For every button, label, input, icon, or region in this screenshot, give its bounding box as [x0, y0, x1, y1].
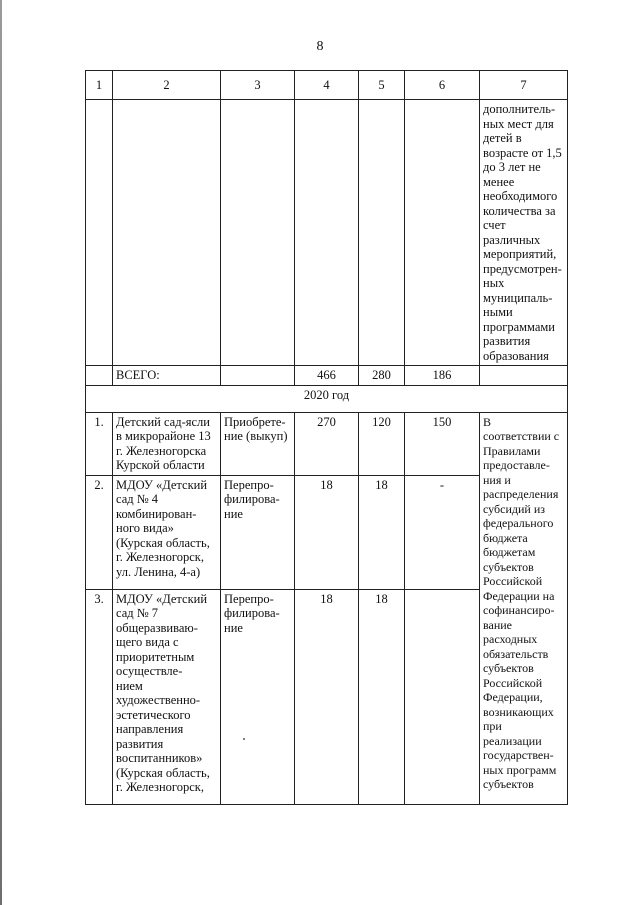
text-line: развития [116, 736, 164, 751]
text-line: счет [483, 218, 506, 232]
col-5-value: 18 [359, 589, 405, 804]
total-col-5: 280 [359, 366, 405, 386]
cell [86, 366, 113, 386]
text-line: ние (выкуп) [224, 429, 288, 443]
text-line: государствен- [483, 748, 554, 762]
text-line: предусмотрен- [483, 261, 562, 276]
header-col-2: 2 [113, 71, 221, 100]
text-line: различных [483, 232, 541, 247]
text-line: Приобрете- [224, 414, 286, 429]
text-line: ными [483, 305, 513, 319]
text-line: возрасте от 1,5 [483, 145, 562, 160]
text-line: МДОУ «Детский [116, 477, 208, 492]
text-line: обязательств [483, 646, 549, 661]
cell [480, 366, 568, 386]
text-line: мероприятий, [483, 247, 557, 261]
text-line: МДОУ «Детский [116, 591, 208, 606]
scan-edge [0, 0, 2, 905]
object-name [113, 589, 221, 804]
table-row [86, 412, 568, 475]
text-line: Российской [483, 675, 543, 690]
total-row [86, 366, 568, 386]
text-line: ных [483, 276, 505, 290]
text-line: Федерации на [483, 588, 555, 603]
text-line: субъектов [483, 777, 534, 791]
text-line: эстетического [116, 707, 191, 722]
text-line: филирова- [224, 606, 280, 620]
text-line: филирова- [224, 492, 280, 506]
col-4-value: 270 [295, 412, 359, 475]
header-col-5: 5 [359, 71, 405, 100]
text-line: В [483, 414, 492, 429]
text-line: программами [483, 319, 555, 334]
text-line: субсидий из [483, 501, 545, 516]
text-line: количества за [483, 203, 556, 218]
column-number-row [86, 71, 568, 100]
text-line: соответствии с [483, 429, 560, 443]
text-line: ного вида» [116, 521, 174, 535]
text-line: Правилами [483, 443, 541, 458]
col-5-value: 120 [359, 412, 405, 475]
text-line: осуществле- [116, 664, 183, 678]
col-4-value: 18 [295, 475, 359, 589]
text-line: федерального [483, 516, 554, 530]
col-6-value: - [405, 475, 480, 589]
text-line: субъектов [483, 661, 534, 675]
header-col-7: 7 [480, 71, 568, 100]
text-line: приоритетным [116, 649, 195, 664]
text-line: бюджета [483, 530, 528, 545]
basis-text [480, 412, 568, 804]
continuation-row [86, 100, 568, 366]
text-line: бюджетам [483, 545, 536, 559]
text-line: дополнитель- [483, 102, 556, 116]
text-line: сад № 7 [116, 606, 159, 620]
text-line: ных программ [483, 762, 557, 777]
text-line: субъектов [483, 559, 534, 574]
object-name [113, 475, 221, 589]
text-line: распределения [483, 487, 559, 501]
text-line: г. Железногорска [116, 443, 207, 458]
row-number: 2. [86, 475, 113, 589]
row-number: 1. [86, 412, 113, 475]
year-row [86, 385, 568, 412]
text-line: предоставле- [483, 458, 550, 472]
text-line: развития [483, 334, 531, 348]
page-number: 8 [316, 39, 324, 54]
text-line: менее [483, 174, 515, 189]
text-line: реализации [483, 733, 542, 748]
text-line: в микрорайоне 13 [116, 429, 211, 443]
continuation-text [480, 100, 568, 366]
text-line: ния и [483, 472, 511, 487]
col-4-value: 18 [295, 589, 359, 804]
text-line: общеразвиваю- [116, 620, 198, 635]
text-line: до 3 лет не [483, 160, 541, 174]
cell [221, 100, 295, 366]
header-col-3: 3 [221, 71, 295, 100]
text-line: Российской [483, 574, 543, 588]
program-table [85, 70, 568, 805]
total-label: ВСЕГО: [113, 366, 221, 386]
text-line: г. Железногорск, [116, 550, 204, 564]
text-line: детей в [483, 131, 522, 145]
method [221, 589, 295, 804]
text-line: г. Железногорск, [116, 780, 204, 794]
text-line: (Курская область, [116, 535, 210, 550]
text-line: нием [116, 678, 143, 693]
year-label: 2020 год [86, 385, 568, 412]
row-number: 3. [86, 589, 113, 804]
text-line: при [483, 719, 502, 733]
text-line: ул. Ленина, 4-а) [116, 564, 201, 579]
cell [405, 100, 480, 366]
cell [295, 100, 359, 366]
text-line: (Курская область, [116, 765, 210, 780]
text-line: вание [483, 617, 513, 632]
cell [359, 100, 405, 366]
text-line: Федерации, [483, 690, 543, 704]
text-line: Перепро- [224, 477, 274, 492]
text-line: муниципаль- [483, 290, 553, 305]
text-line: сад № 4 [116, 492, 159, 506]
header-col-6: 6 [405, 71, 480, 100]
text-line: щего вида с [116, 635, 179, 649]
text-line: Курской области [116, 458, 205, 472]
text-line: воспитанников» [116, 751, 203, 765]
text-line: софинансиро- [483, 603, 555, 617]
text-line: расходных [483, 632, 538, 646]
total-col-4: 466 [295, 366, 359, 386]
method [221, 475, 295, 589]
text-line: художественно- [116, 693, 201, 707]
cell [113, 100, 221, 366]
header-col-4: 4 [295, 71, 359, 100]
header-col-1: 1 [86, 71, 113, 100]
text-line: Перепро- [224, 591, 274, 606]
text-line: ние [224, 620, 243, 635]
cell [221, 366, 295, 386]
text-line: комбинирован- [116, 506, 197, 521]
method [221, 412, 295, 475]
object-name [113, 412, 221, 475]
text-line: ние [224, 506, 243, 521]
text-line: Детский сад-ясли [116, 414, 210, 429]
text-line: необходимого [483, 189, 558, 203]
text-line: возникающих [483, 704, 554, 719]
col-6-value: 150 [405, 412, 480, 475]
text-line: ных мест для [483, 116, 554, 131]
col-6-value [405, 589, 480, 804]
total-col-6: 186 [405, 366, 480, 386]
text-line: направления [116, 722, 184, 736]
cell [86, 100, 113, 366]
text-line: образования [483, 348, 549, 363]
col-5-value: 18 [359, 475, 405, 589]
